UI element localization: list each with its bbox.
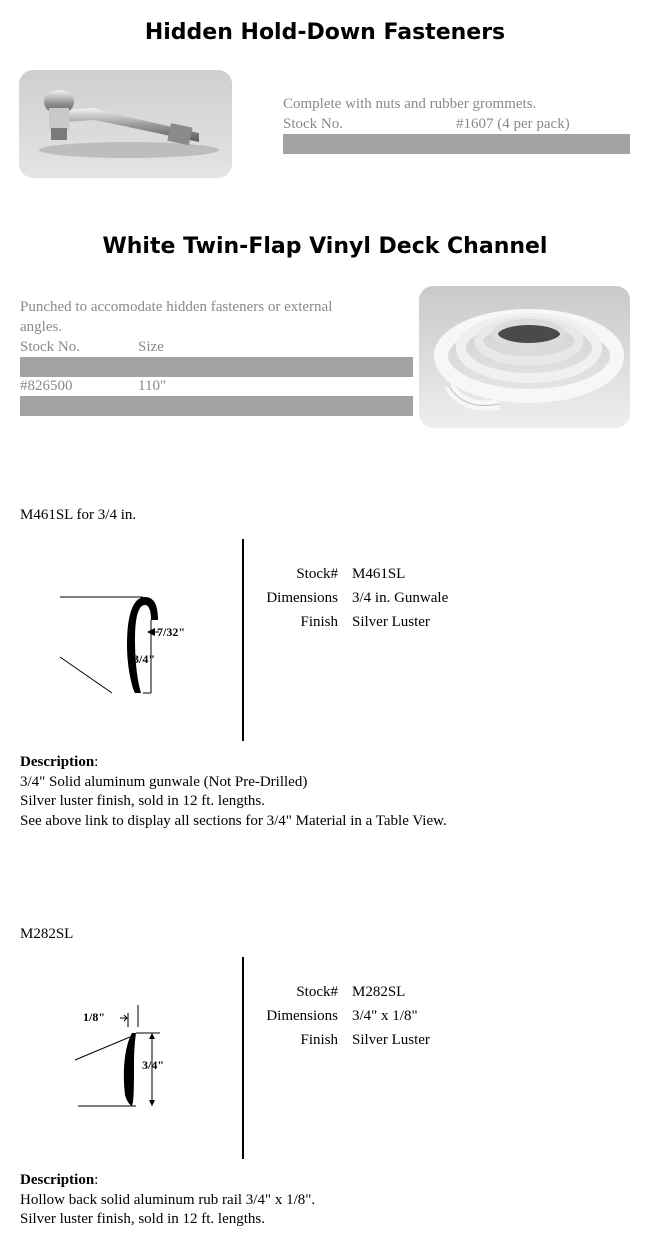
fastener-stock-label: Stock No.: [283, 116, 343, 132]
channel-table-bar-1: [20, 357, 413, 377]
m461sl-desc-heading: Description: [20, 754, 95, 770]
m461sl-stock-value: M461SL: [352, 566, 406, 582]
m282sl-dimensions-value: 3/4" x 1/8": [352, 1008, 418, 1024]
m461sl-stock-label: Stock#: [296, 566, 338, 582]
product-heading-m461sl: M461SL for 3/4 in.: [20, 507, 137, 523]
m282sl-desc-heading: Description: [20, 1172, 95, 1188]
m461sl-dimensions-label: Dimensions: [266, 590, 338, 606]
m282sl-desc-line1: Hollow back solid aluminum rub rail 3/4" x 1/8".: [20, 1191, 316, 1208]
m461sl-diagram-label-top: 7/32": [157, 625, 185, 639]
m461sl-finish-value: Silver Luster: [352, 614, 430, 630]
channel-row-size: 110": [138, 378, 167, 394]
section-title-fasteners: Hidden Hold-Down Fasteners: [144, 20, 506, 45]
m461sl-dimensions-value: 3/4 in. Gunwale: [352, 590, 449, 606]
m282sl-spec-table: [228, 984, 528, 1064]
product-heading-m282sl: M282SL: [20, 926, 74, 942]
m461sl-finish-label: Finish: [300, 614, 338, 630]
channel-col-stock: Stock No.: [20, 339, 80, 355]
channel-description-line1: Punched to accomodate hidden fasteners or external: [20, 299, 333, 315]
m282sl-stock-label: Stock#: [296, 984, 338, 1000]
m461sl-desc-line1: 3/4" Solid aluminum gunwale (Not Pre-Drilled): [20, 773, 308, 790]
m282sl-finish-label: Finish: [300, 1032, 338, 1048]
m282sl-diagram-label-height: 3/4": [142, 1058, 164, 1072]
m282sl-diagram-label-top: 1/8": [83, 1010, 105, 1024]
channel-row-stock: #826500: [20, 378, 73, 394]
channel-description-line2: angles.: [20, 319, 63, 335]
m461sl-diagram-label-height: 3/4": [133, 652, 155, 666]
fastener-description: Complete with nuts and rubber grommets.: [283, 96, 537, 112]
m461sl-desc-line3: See above link to display all sections for 3/4" Material in a Table View.: [20, 812, 447, 829]
m282sl-dimensions-label: Dimensions: [266, 1008, 338, 1024]
m282sl-finish-value: Silver Luster: [352, 1032, 430, 1048]
fastener-table-bar: [283, 134, 630, 154]
m461sl-spec-table: [228, 566, 528, 646]
fastener-photo: [19, 70, 232, 178]
m282sl-desc-line2: Silver luster finish, sold in 12 ft. lengths.: [20, 1211, 265, 1227]
m282sl-description: Description: Hollow back solid aluminum rub rail 3/4" x 1/8". Silver luster finish, sold in 12 ft. lengths.: [20, 1171, 640, 1230]
m461sl-description: Description: 3/4" Solid aluminum gunwale (Not Pre-Drilled) Silver luster finish, sold in 12 ft. lengths. See above link to display all sections for 3/4" Material in a Table View.: [20, 753, 640, 831]
m461sl-profile-diagram: [55, 585, 205, 695]
m461sl-desc-line2: Silver luster finish, sold in 12 ft. lengths.: [20, 793, 265, 809]
vinyl-channel-photo: [419, 286, 630, 428]
fastener-stock-value: #1607 (4 per pack): [456, 116, 570, 132]
channel-table-bar-2: [20, 396, 413, 416]
section-title-deck-channel: White Twin-Flap Vinyl Deck Channel: [102, 234, 548, 259]
m282sl-stock-value: M282SL: [352, 984, 406, 1000]
channel-col-size: Size: [138, 339, 164, 355]
